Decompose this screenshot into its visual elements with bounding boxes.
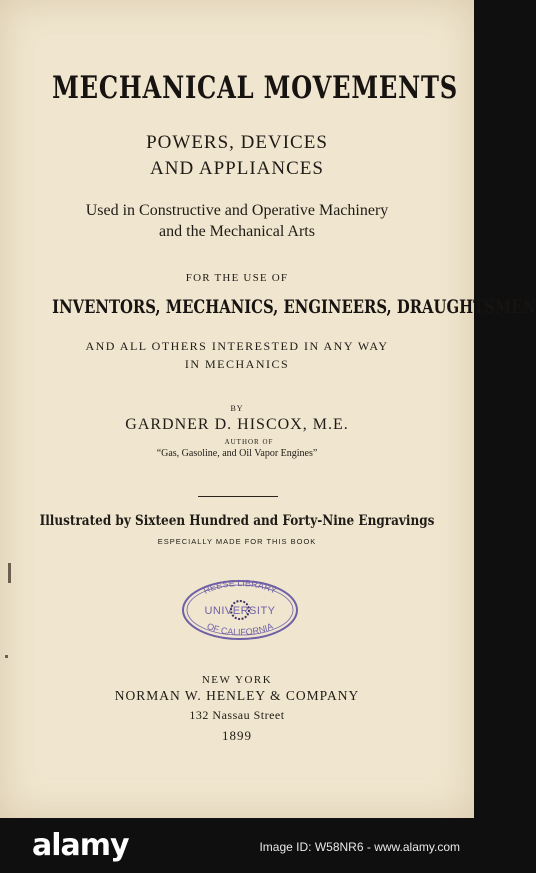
paper-blemish bbox=[8, 563, 11, 583]
author-previous-work: “Gas, Gasoline, and Oil Vapor Engines” bbox=[156, 448, 318, 459]
site-url: www.alamy.com bbox=[374, 840, 460, 854]
by-label: BY bbox=[230, 404, 244, 413]
footer-info: Image ID: W58NR6 - www.alamy.com bbox=[259, 840, 460, 854]
description-line-2: and the Mechanical Arts bbox=[159, 223, 315, 240]
publisher-name: NORMAN W. HENLEY & COMPANY bbox=[114, 688, 360, 703]
stamp-bottom-text: OF CALIFORNIA bbox=[205, 620, 275, 638]
library-stamp bbox=[180, 578, 300, 642]
publication-place: NEW YORK bbox=[201, 674, 273, 686]
paper-blemish bbox=[5, 655, 8, 658]
engravings-note: ESPECIALLY MADE FOR THIS BOOK bbox=[157, 537, 317, 546]
subtitle-line-1: POWERS, DEVICES bbox=[146, 132, 328, 153]
audience-line: INVENTORS, MECHANICS, ENGINEERS, DRAUGHTSMEN bbox=[52, 296, 536, 318]
svg-text:OF CALIFORNIA bbox=[206, 621, 275, 637]
subtitle-line-2: AND APPLIANCES bbox=[150, 158, 324, 179]
image-id: Image ID: W58NR6 bbox=[259, 840, 364, 854]
stamp-middle-text: UNIVERSITY bbox=[204, 605, 276, 617]
publication-year: 1899 bbox=[222, 728, 252, 743]
stock-footer bbox=[0, 818, 474, 873]
svg-text:REESE LIBRARY bbox=[202, 578, 278, 596]
divider-rule bbox=[198, 496, 278, 497]
author-name: GARDNER D. HISCOX, M.E. bbox=[125, 416, 349, 433]
author-of-label: AUTHOR OF bbox=[224, 438, 274, 446]
alamy-logo: alamy bbox=[32, 828, 129, 863]
others-line-2: IN MECHANICS bbox=[184, 357, 290, 371]
book-title: MECHANICAL MOVEMENTS bbox=[52, 70, 458, 106]
illustrations-note: Illustrated by Sixteen Hundred and Forty-Nine Engravings bbox=[39, 513, 435, 529]
stamp-top-text: REESE LIBRARY bbox=[201, 578, 279, 596]
publisher-address: 132 Nassau Street bbox=[189, 708, 285, 722]
others-line-1: AND ALL OTHERS INTERESTED IN ANY WAY bbox=[85, 339, 389, 353]
description-line-1: Used in Constructive and Operative Machinery bbox=[85, 202, 389, 219]
for-use-of: FOR THE USE OF bbox=[185, 272, 289, 284]
